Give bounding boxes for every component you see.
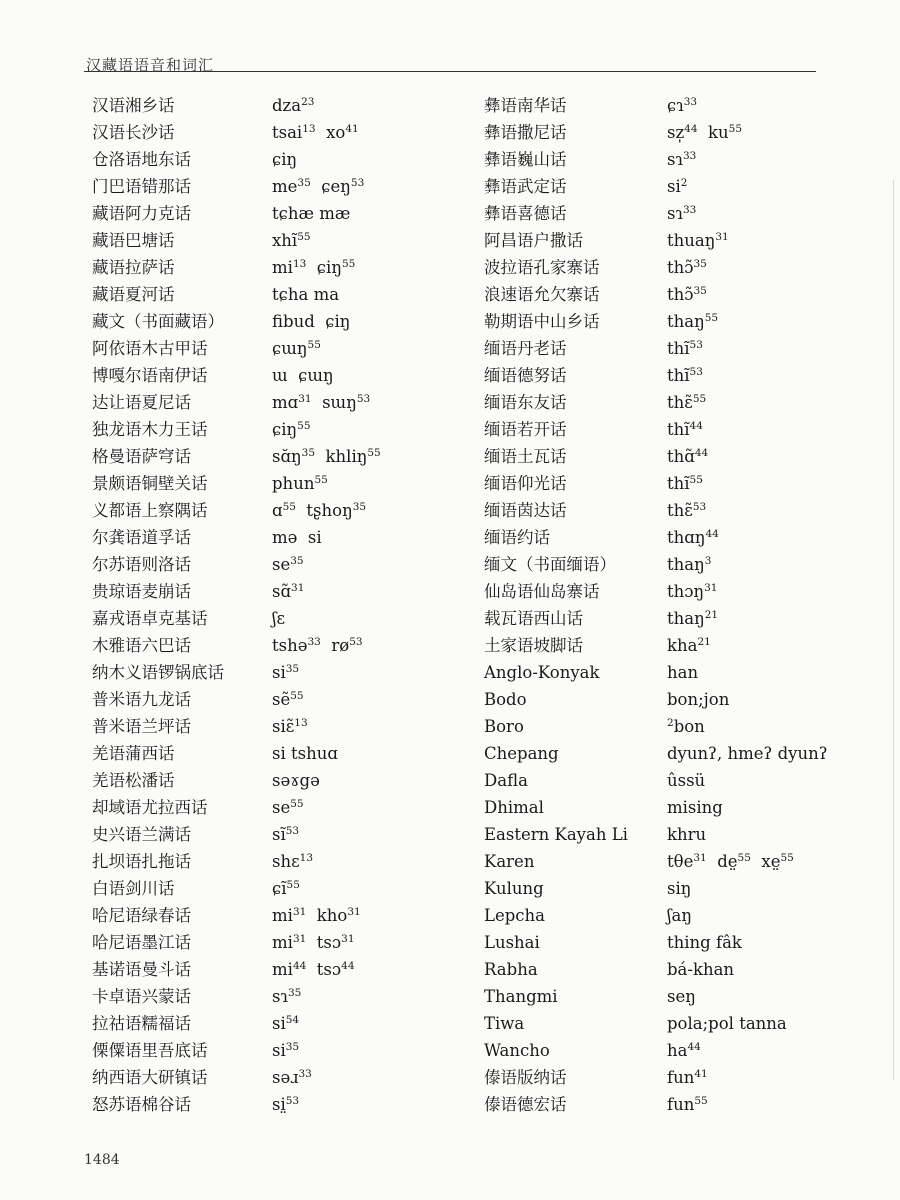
- language-name: 哈尼语墨江话: [92, 933, 191, 952]
- language-name: 缅语土瓦话: [484, 447, 567, 466]
- transcription: $mi^{13}$ ɕiŋ$^{55}$: [272, 258, 356, 277]
- language-name: 独龙语木力王话: [92, 420, 208, 439]
- language-name: 藏语阿力克话: [92, 204, 191, 223]
- transcription: sɿ$^{33}$: [667, 150, 697, 169]
- language-name: 白语剑川话: [92, 879, 175, 898]
- language-name: 达让语夏尼话: [92, 393, 191, 412]
- transcription: thɑŋ$^{44}$: [667, 528, 719, 547]
- transcription: thĩ$^{55}$: [667, 474, 703, 493]
- transcription: sz̩$^{44}$ $ku^{55}$: [667, 123, 743, 142]
- running-head: 汉藏语语音和词汇: [86, 56, 215, 74]
- language-name: 缅语茵达话: [484, 501, 567, 520]
- language-name: 阿昌语户撒话: [484, 231, 583, 250]
- language-name: 汉语湘乡话: [92, 96, 175, 115]
- language-name: 缅语若开话: [484, 420, 567, 439]
- transcription: ɑ$^{55}$ tʂhoŋ$^{35}$: [272, 501, 367, 520]
- language-name: 彝语撒尼话: [484, 123, 567, 142]
- transcription: sɿ$^{33}$: [667, 204, 697, 223]
- language-name: 缅语丹老话: [484, 339, 567, 358]
- language-name: 博嘎尔语南伊话: [92, 366, 208, 385]
- transcription: $^2$bon: [667, 717, 705, 736]
- language-name: 哈尼语绿春话: [92, 906, 191, 925]
- transcription: thaŋ$^3$: [667, 555, 712, 574]
- transcription: $me^{35}$ ɕeŋ$^{53}$: [272, 177, 365, 196]
- language-name: Chepang: [484, 744, 559, 763]
- transcription: mising: [667, 798, 723, 817]
- transcription: dyunʔ, hmeʔ dyunʔ: [667, 744, 828, 763]
- language-name: 傣语版纳话: [484, 1068, 567, 1087]
- transcription: thɑ̃$^{44}$: [667, 447, 709, 466]
- transcription: thĩ$^{53}$: [667, 366, 703, 385]
- language-name: Dafla: [484, 771, 528, 790]
- transcription: $si^{35}$: [272, 663, 300, 682]
- language-name: 门巴语错那话: [92, 177, 191, 196]
- language-name: 嘉戎语卓克基话: [92, 609, 208, 628]
- transcription: tθe$^{31}$ de̤$^{55}$ xe̤$^{55}$: [667, 852, 794, 871]
- transcription: $mi^{44}$ tsɔ$^{44}$: [272, 960, 355, 979]
- transcription: khru: [667, 825, 707, 844]
- language-name: Thangmi: [484, 987, 558, 1006]
- language-name: 傈僳语里吾底话: [92, 1041, 208, 1060]
- transcription: $si^2$: [667, 177, 688, 196]
- language-name: 缅语约话: [484, 528, 550, 547]
- transcription: seŋ: [667, 987, 696, 1006]
- language-name: 纳木义语锣锅底话: [92, 663, 224, 682]
- transcription: thɛ̃$^{55}$: [667, 393, 707, 412]
- language-name: 阿依语木古甲话: [92, 339, 208, 358]
- transcription: ɕiŋ: [272, 150, 298, 169]
- transcription: ʃɛ: [272, 609, 286, 628]
- language-name: Boro: [484, 717, 524, 736]
- language-name: 缅语仰光话: [484, 474, 567, 493]
- language-name: Eastern Kayah Li: [484, 825, 628, 844]
- language-name: 格曼语萨穹话: [92, 447, 191, 466]
- language-name: 卡卓语兴蒙话: [92, 987, 191, 1006]
- transcription: $ha^{44}$: [667, 1041, 701, 1060]
- transcription: $sɑ̆ŋ^{35}$ khliŋ$^{55}$: [272, 447, 381, 466]
- transcription: sɿ$^{35}$: [272, 987, 302, 1006]
- language-name: 汉语长沙话: [92, 123, 175, 142]
- language-name: 拉祜语糯福话: [92, 1014, 191, 1033]
- language-name: 史兴语兰满话: [92, 825, 191, 844]
- transcription: kha$^{21}$: [667, 636, 711, 655]
- transcription: ɕĩ$^{55}$: [272, 879, 300, 898]
- language-name: 基诺语曼斗话: [92, 960, 191, 979]
- transcription: thɔ̃$^{35}$: [667, 258, 707, 277]
- transcription: sɑ̃$^{31}$: [272, 582, 305, 601]
- transcription: siŋ: [667, 879, 692, 898]
- language-name: Anglo-Konyak: [484, 663, 600, 682]
- language-name: 仙岛语仙岛寨话: [484, 582, 600, 601]
- transcription: thĩ$^{44}$: [667, 420, 703, 439]
- transcription: thuaŋ$^{31}$: [667, 231, 729, 250]
- language-name: 载瓦语西山话: [484, 609, 583, 628]
- language-name: 纳西语大研镇话: [92, 1068, 208, 1087]
- page-number: 1484: [84, 1152, 120, 1168]
- transcription: xhĩ$^{55}$: [272, 231, 311, 250]
- language-name: 勒期语中山乡话: [484, 312, 600, 331]
- transcription: thing fâk: [667, 933, 742, 952]
- language-name: 普米语兰坪话: [92, 717, 191, 736]
- language-name: Lushai: [484, 933, 540, 952]
- transcription: mɑ$^{31}$ sɯŋ$^{53}$: [272, 393, 371, 412]
- transcription: dza$^{23}$: [272, 96, 315, 115]
- language-name: 波拉语孔家寨话: [484, 258, 600, 277]
- transcription: $sĩ^{53}$: [272, 825, 300, 844]
- language-name: Tiwa: [484, 1014, 525, 1033]
- transcription: tsai$^{13}$ $xo^{41}$: [272, 123, 359, 142]
- transcription: tɕhæ mæ: [272, 204, 351, 223]
- language-name: 羌语松潘话: [92, 771, 175, 790]
- language-name: 彝语南华话: [484, 96, 567, 115]
- transcription: bá-khan: [667, 960, 735, 979]
- language-name: 尔龚语道孚话: [92, 528, 191, 547]
- language-name: Dhimal: [484, 798, 544, 817]
- transcription: bon;jon: [667, 690, 730, 709]
- transcription: $mi^{31}$ kho$^{31}$: [272, 906, 361, 925]
- language-name: 藏语巴塘话: [92, 231, 175, 250]
- transcription: tɕha ma: [272, 285, 340, 304]
- transcription: pola;pol tanna: [667, 1014, 787, 1033]
- language-name: Karen: [484, 852, 535, 871]
- transcription: ûssü: [667, 771, 706, 790]
- transcription: si̤$^{53}$: [272, 1095, 300, 1114]
- transcription: səɤgə: [272, 771, 320, 790]
- language-name: 义都语上察隅话: [92, 501, 208, 520]
- transcription: thaŋ$^{55}$: [667, 312, 719, 331]
- transcription: fibud ɕiŋ: [272, 312, 351, 331]
- transcription: $se^{35}$: [272, 555, 304, 574]
- transcription: $se^{55}$: [272, 798, 304, 817]
- header-rule: [84, 71, 816, 72]
- transcription: han: [667, 663, 699, 682]
- transcription: thɔ̃$^{35}$: [667, 285, 707, 304]
- language-name: 土家语坡脚话: [484, 636, 583, 655]
- transcription: shɛ$^{13}$: [272, 852, 314, 871]
- transcription: sẽ$^{55}$: [272, 690, 304, 709]
- transcription: thĩ$^{53}$: [667, 339, 703, 358]
- transcription: siɛ̃$^{13}$: [272, 717, 308, 736]
- language-name: 傣语德宏话: [484, 1095, 567, 1114]
- transcription: si tshuɑ: [272, 744, 338, 763]
- language-name: 景颇语铜壁关话: [92, 474, 208, 493]
- transcription: ɕɯŋ$^{55}$: [272, 339, 321, 358]
- language-name: 彝语巍山话: [484, 150, 567, 169]
- language-name: Kulung: [484, 879, 544, 898]
- language-name: 彝语喜德话: [484, 204, 567, 223]
- transcription: $si^{35}$: [272, 1041, 300, 1060]
- language-name: 藏语夏河话: [92, 285, 175, 304]
- language-name: 藏语拉萨话: [92, 258, 175, 277]
- language-name: 缅文（书面缅语）: [484, 555, 616, 574]
- transcription: ʃaŋ: [667, 906, 692, 925]
- transcription: $mi^{31}$ tsɔ$^{31}$: [272, 933, 355, 952]
- language-name: 木雅语六巴话: [92, 636, 191, 655]
- language-name: Lepcha: [484, 906, 545, 925]
- language-name: 羌语蒲西话: [92, 744, 175, 763]
- language-name: 仓洛语地东话: [92, 150, 191, 169]
- transcription: ɕiŋ$^{55}$: [272, 420, 311, 439]
- transcription: mə si: [272, 528, 322, 547]
- language-name: 贵琼语麦崩话: [92, 582, 191, 601]
- language-name: Bodo: [484, 690, 527, 709]
- page-edge-line: [893, 180, 894, 1080]
- transcription: ɯ ɕɯŋ: [272, 366, 334, 385]
- language-name: 浪速语允欠寨话: [484, 285, 600, 304]
- transcription: thɛ̃$^{53}$: [667, 501, 707, 520]
- language-name: 尔苏语则洛话: [92, 555, 191, 574]
- transcription: phun$^{55}$: [272, 474, 328, 493]
- language-name: 却域语尤拉西话: [92, 798, 208, 817]
- language-name: 普米语九龙话: [92, 690, 191, 709]
- transcription: thaŋ$^{21}$: [667, 609, 719, 628]
- transcription: tshə$^{33}$ $rø^{53}$: [272, 636, 363, 655]
- language-name: 彝语武定话: [484, 177, 567, 196]
- language-name: 缅语德努话: [484, 366, 567, 385]
- transcription: ɕɿ$^{33}$: [667, 96, 698, 115]
- language-name: 扎坝语扎拖话: [92, 852, 191, 871]
- transcription: thɔŋ$^{31}$: [667, 582, 718, 601]
- transcription: səɹ$^{33}$: [272, 1068, 312, 1087]
- transcription: fun$^{41}$: [667, 1068, 708, 1087]
- language-name: Rabha: [484, 960, 538, 979]
- language-name: 怒苏语棉谷话: [92, 1095, 191, 1114]
- language-name: 藏文（书面藏语）: [92, 312, 224, 331]
- language-name: Wancho: [484, 1041, 550, 1060]
- transcription: fun$^{55}$: [667, 1095, 708, 1114]
- transcription: $si^{54}$: [272, 1014, 300, 1033]
- language-name: 缅语东友话: [484, 393, 567, 412]
